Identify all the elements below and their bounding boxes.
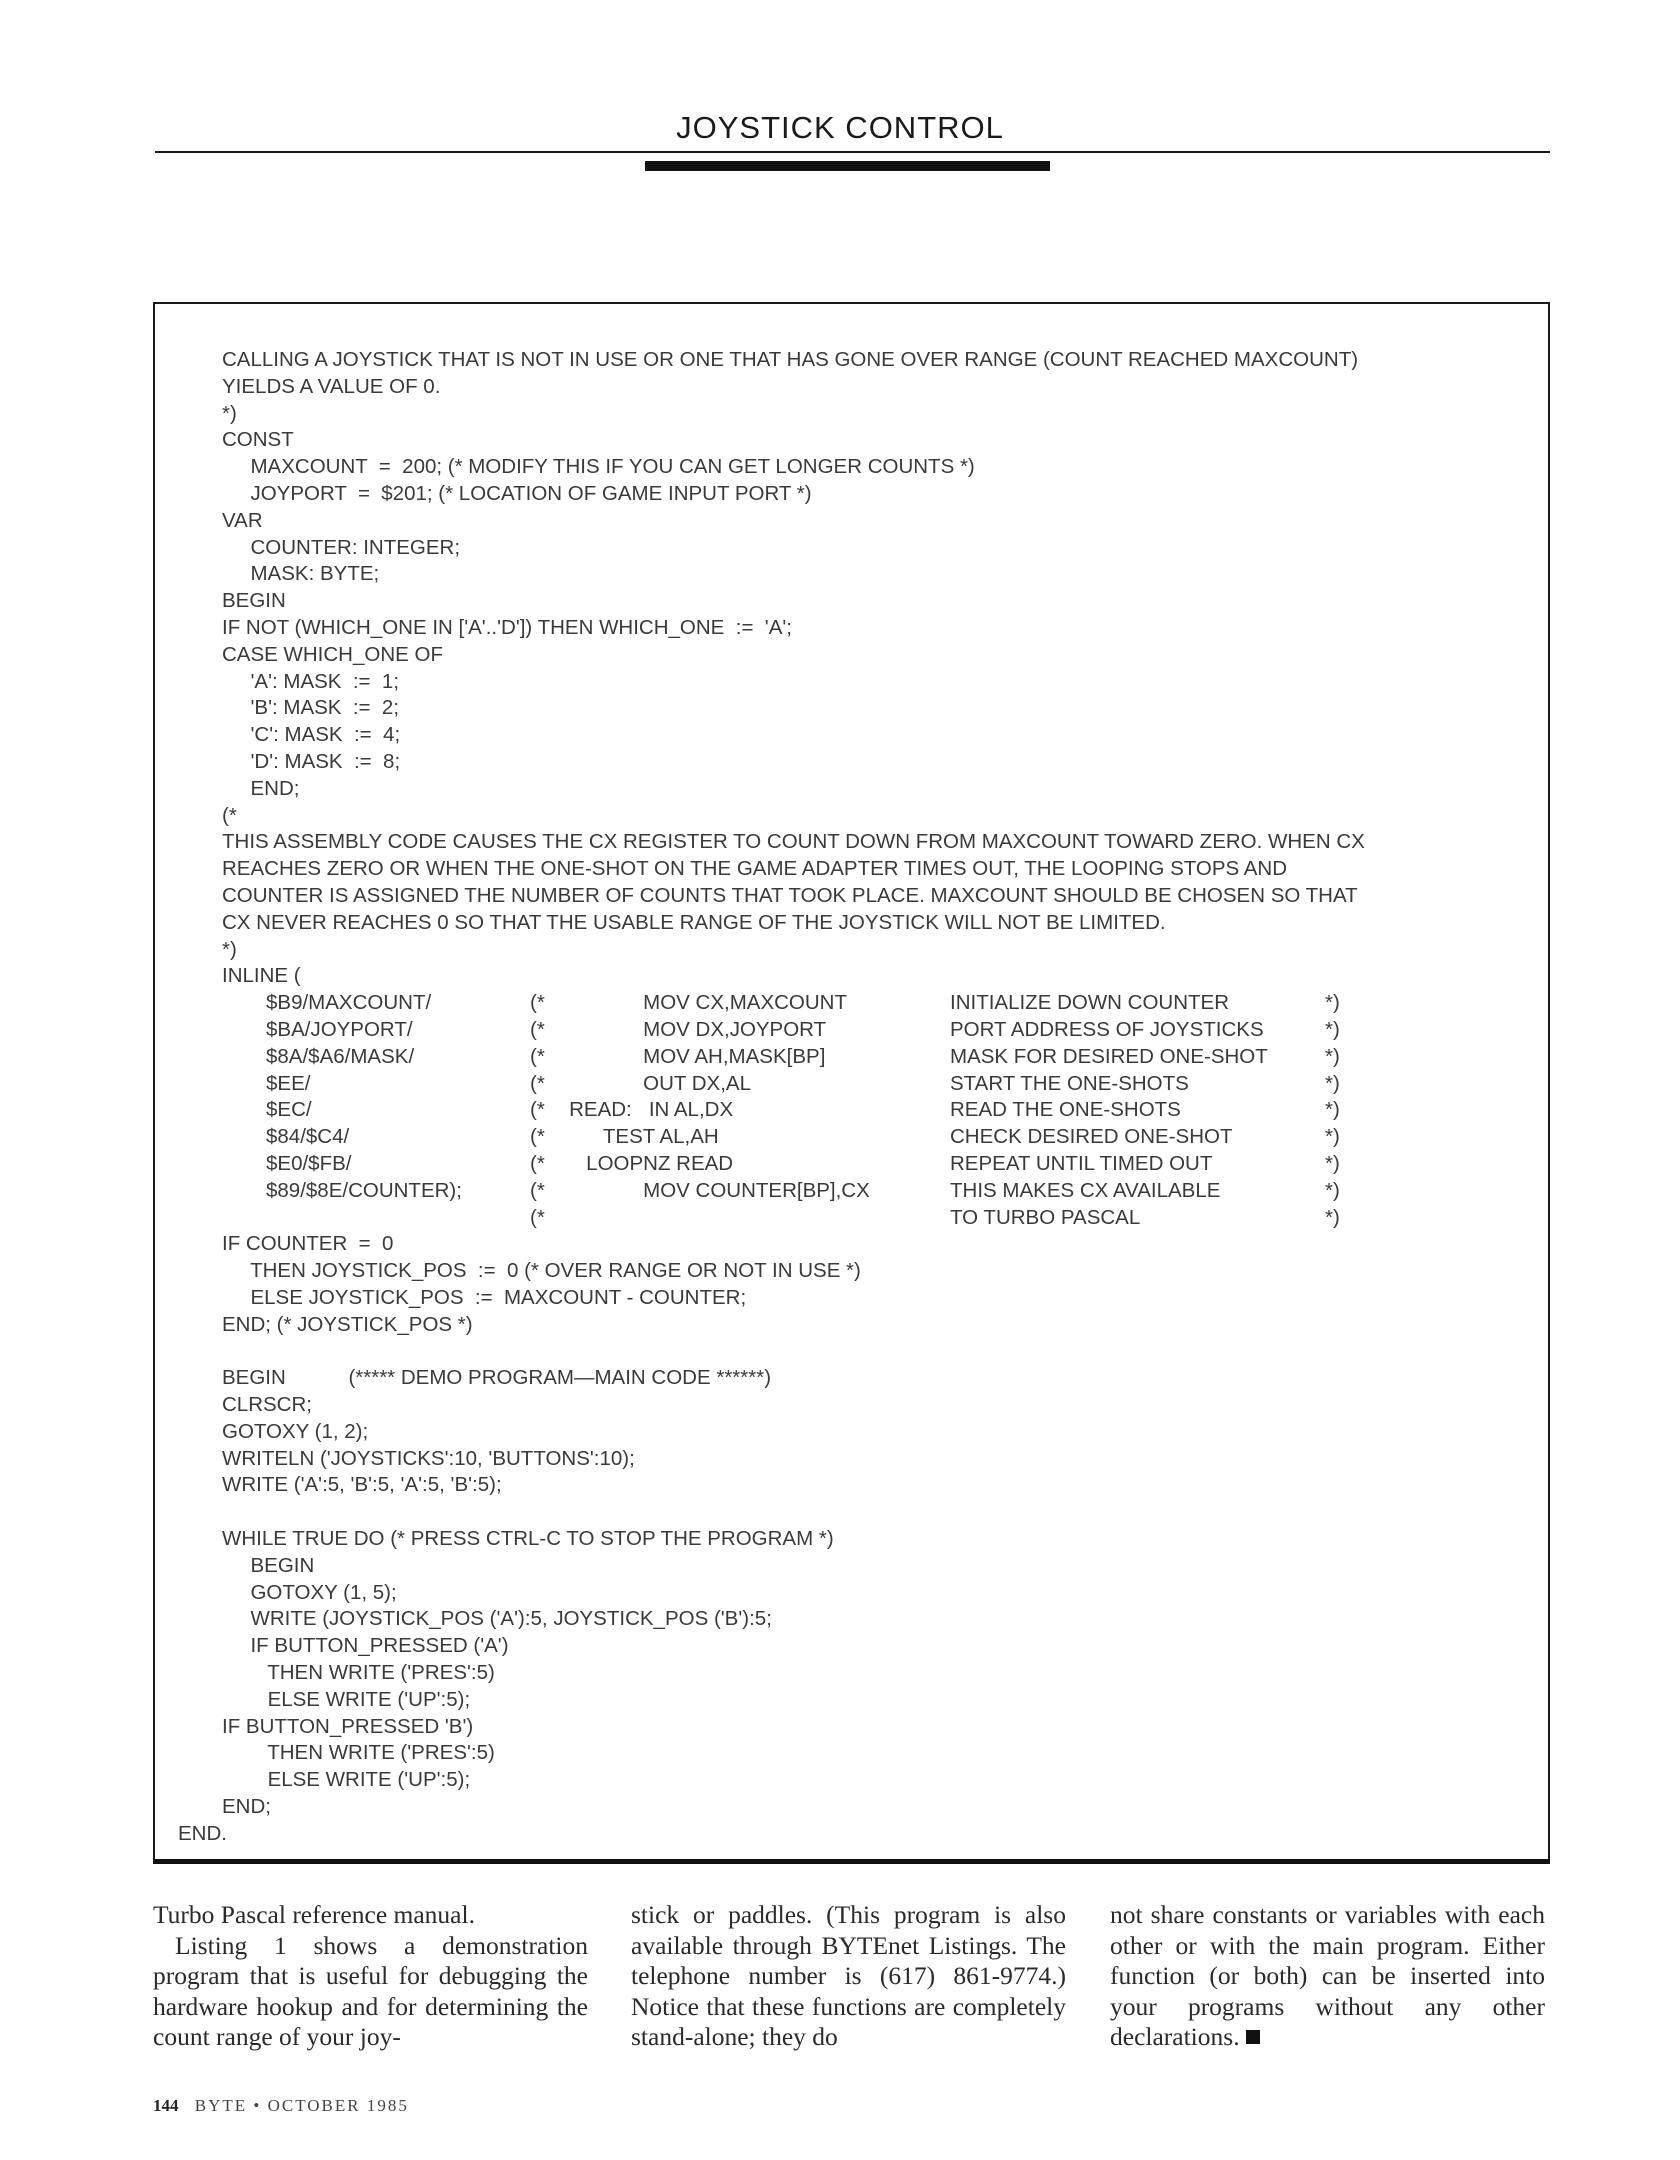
code-line: 'A': MASK := 1; [222,669,400,693]
inline-asm-row [222,1097,1365,1124]
inline-asm: MOV COUNTER[BP],CX [552,1178,870,1202]
publication-line: BYTE • OCTOBER 1985 [194,2096,409,2115]
inline-asm-row [222,1124,1365,1151]
inline-asm: READ: IN AL,DX [552,1098,734,1122]
inline-close: *) [1325,1205,1340,1229]
article-paragraph: Turbo Pascal reference manual. [153,1900,475,1929]
inline-close: *) [1325,1178,1340,1202]
inline-asm-row [222,1071,1365,1098]
code-line: END; [222,776,300,800]
inline-asm: OUT DX,AL [552,1071,751,1095]
article-column-3 [1110,1900,1545,2053]
code-line: INLINE ( [222,964,301,988]
code-line: YIELDS A VALUE OF 0. [222,374,441,398]
code-line: WRITE (JOYSTICK_POS ('A'):5, JOYSTICK_POS ('B'):5; [222,1607,772,1631]
code-line: MASK: BYTE; [222,562,380,586]
code-line: REACHES ZERO OR WHEN THE ONE-SHOT ON THE GAME ADAPTER TIMES OUT, THE LOOPING STOPS AND [222,857,1288,881]
code-line: THEN WRITE ('PRES':5) [222,1661,495,1685]
code-line: IF BUTTON_PRESSED ('A') [222,1634,509,1658]
code-line: VAR [222,508,263,532]
code-line: CASE WHICH_ONE OF [222,642,443,666]
code-line: IF COUNTER = 0 [222,1232,394,1256]
article-paragraph: stick or paddles. (This program is also available through BYTEnet Listings. The telephone number is (617) 861-9774.) Notice that these functions are completely stand-alone; they do [631,1900,1066,2051]
inline-open: (* [530,991,545,1015]
end-of-article-mark-icon [1246,2030,1260,2044]
code-line: WRITELN ('JOYSTICKS':10, 'BUTTONS':10); [222,1446,635,1470]
inline-comment: READ THE ONE-SHOTS [950,1098,1181,1122]
inline-close: *) [1325,1151,1340,1175]
inline-open: (* [530,1071,545,1095]
inline-code: $89/$8E/COUNTER); [266,1178,462,1202]
header-rule [155,151,1550,153]
code-line: GOTOXY (1, 5); [222,1580,397,1604]
inline-code: $84/$C4/ [266,1125,350,1149]
code-line [222,1499,1365,1526]
inline-close: *) [1325,1017,1340,1041]
inline-comment: THIS MAKES CX AVAILABLE [950,1178,1221,1202]
inline-asm: LOOPNZ READ [552,1151,734,1175]
inline-comment: START THE ONE-SHOTS [950,1071,1189,1095]
inline-asm-row [222,1205,1365,1232]
code-line: CLRSCR; [222,1393,312,1417]
inline-comment: PORT ADDRESS OF JOYSTICKS [950,1017,1264,1041]
article-column-1 [153,1900,588,2053]
code-line: 'C': MASK := 4; [222,723,401,747]
inline-comment: INITIALIZE DOWN COUNTER [950,991,1230,1015]
code-line: WRITE ('A':5, 'B':5, 'A':5, 'B':5); [222,1473,502,1497]
code-line: MAXCOUNT = 200; (* MODIFY THIS IF YOU CAN GET LONGER COUNTS *) [222,455,975,479]
code-line: THEN JOYSTICK_POS := 0 (* OVER RANGE OR NOT IN USE *) [222,1259,861,1283]
inline-asm: TEST AL,AH [552,1125,719,1149]
code-line: COUNTER IS ASSIGNED THE NUMBER OF COUNTS THAT TOOK PLACE. MAXCOUNT SHOULD BE CHOSEN SO THAT [222,883,1358,907]
article-column-2 [631,1900,1066,2053]
code-line: *) [222,937,237,961]
inline-code: $EE/ [266,1071,311,1095]
inline-comment: CHECK DESIRED ONE-SHOT [950,1125,1233,1149]
code-line: CX NEVER REACHES 0 SO THAT THE USABLE RANGE OF THE JOYSTICK WILL NOT BE LIMITED. [222,910,1166,934]
code-line: (* [222,803,237,827]
page-header-title: JOYSTICK CONTROL [676,110,1004,145]
inline-asm-row [222,1151,1365,1178]
code-line: END; [222,1795,271,1819]
code-line: JOYPORT = $201; (* LOCATION OF GAME INPUT PORT *) [222,481,812,505]
code-line: IF BUTTON_PRESSED 'B') [222,1714,474,1738]
inline-comment: REPEAT UNTIL TIMED OUT [950,1151,1213,1175]
code-line: ELSE WRITE ('UP':5); [222,1687,471,1711]
inline-comment: MASK FOR DESIRED ONE-SHOT [950,1044,1268,1068]
code-line: ELSE WRITE ('UP':5); [222,1768,471,1792]
inline-open: (* [530,1151,545,1175]
inline-close: *) [1325,1125,1340,1149]
inline-asm-row [222,1178,1365,1205]
article-text: not share constants or variables with each other or with the main program. Either function (or both) can be inserted into your programs without any other declarations. [1110,1900,1545,2051]
code-line: COUNTER: INTEGER; [222,535,461,559]
code-line: 'D': MASK := 8; [222,749,401,773]
inline-asm: MOV CX,MAXCOUNT [552,991,847,1015]
inline-code: $E0/$FB/ [266,1151,352,1175]
page-footer [153,2096,409,2116]
inline-open: (* [530,1017,545,1041]
code-line: ELSE JOYSTICK_POS := MAXCOUNT - COUNTER; [222,1285,747,1309]
article-paragraph: Listing 1 shows a demonstration program that is useful for debugging the hardware hookup and for determining the count range of your joy- [153,1930,588,2051]
inline-close: *) [1325,1098,1340,1122]
code-line: WHILE TRUE DO (* PRESS CTRL-C TO STOP THE PROGRAM *) [222,1527,834,1551]
code-line: END; (* JOYSTICK_POS *) [222,1312,473,1336]
code-line: BEGIN [222,589,286,613]
inline-open: (* [530,1044,545,1068]
code-line: BEGIN [222,1553,315,1577]
inline-close: *) [1325,1071,1340,1095]
code-line [222,1338,1365,1365]
inline-code: $8A/$A6/MASK/ [266,1044,415,1068]
code-line: GOTOXY (1, 2); [222,1419,369,1443]
code-line: THIS ASSEMBLY CODE CAUSES THE CX REGISTER TO COUNT DOWN FROM MAXCOUNT TOWARD ZERO. WHEN CX [222,830,1365,854]
article-paragraph [1110,1900,1545,2053]
inline-code: $EC/ [266,1098,312,1122]
inline-code: $BA/JOYPORT/ [266,1017,413,1041]
inline-asm: MOV DX,JOYPORT [552,1017,827,1041]
inline-asm: MOV AH,MASK[BP] [552,1044,826,1068]
code-line: 'B': MASK := 2; [222,696,400,720]
inline-open: (* [530,1178,545,1202]
code-listing [178,347,1365,1848]
code-line: CALLING A JOYSTICK THAT IS NOT IN USE OR ONE THAT HAS GONE OVER RANGE (COUNT REACHED MAXCOUNT) [222,348,1359,371]
code-line: BEGIN (***** DEMO PROGRAM—MAIN CODE ******) [222,1366,772,1390]
inline-asm-row [222,1017,1365,1044]
code-line: THEN WRITE ('PRES':5) [222,1741,495,1765]
inline-open: (* [530,1098,545,1122]
code-line-end: END. [178,1821,227,1845]
inline-comment: TO TURBO PASCAL [950,1205,1141,1229]
page-number: 144 [153,2096,179,2115]
inline-open: (* [530,1205,545,1229]
inline-close: *) [1325,1044,1340,1068]
inline-open: (* [530,1125,545,1149]
code-line: CONST [222,428,294,452]
inline-code: $B9/MAXCOUNT/ [266,991,432,1015]
code-line: *) [222,401,237,425]
header-accent-bar [645,161,1050,171]
inline-asm-row [222,1044,1365,1071]
code-line: IF NOT (WHICH_ONE IN ['A'..'D']) THEN WHICH_ONE := 'A'; [222,615,793,639]
inline-asm-row [222,990,1365,1017]
inline-close: *) [1325,991,1340,1015]
